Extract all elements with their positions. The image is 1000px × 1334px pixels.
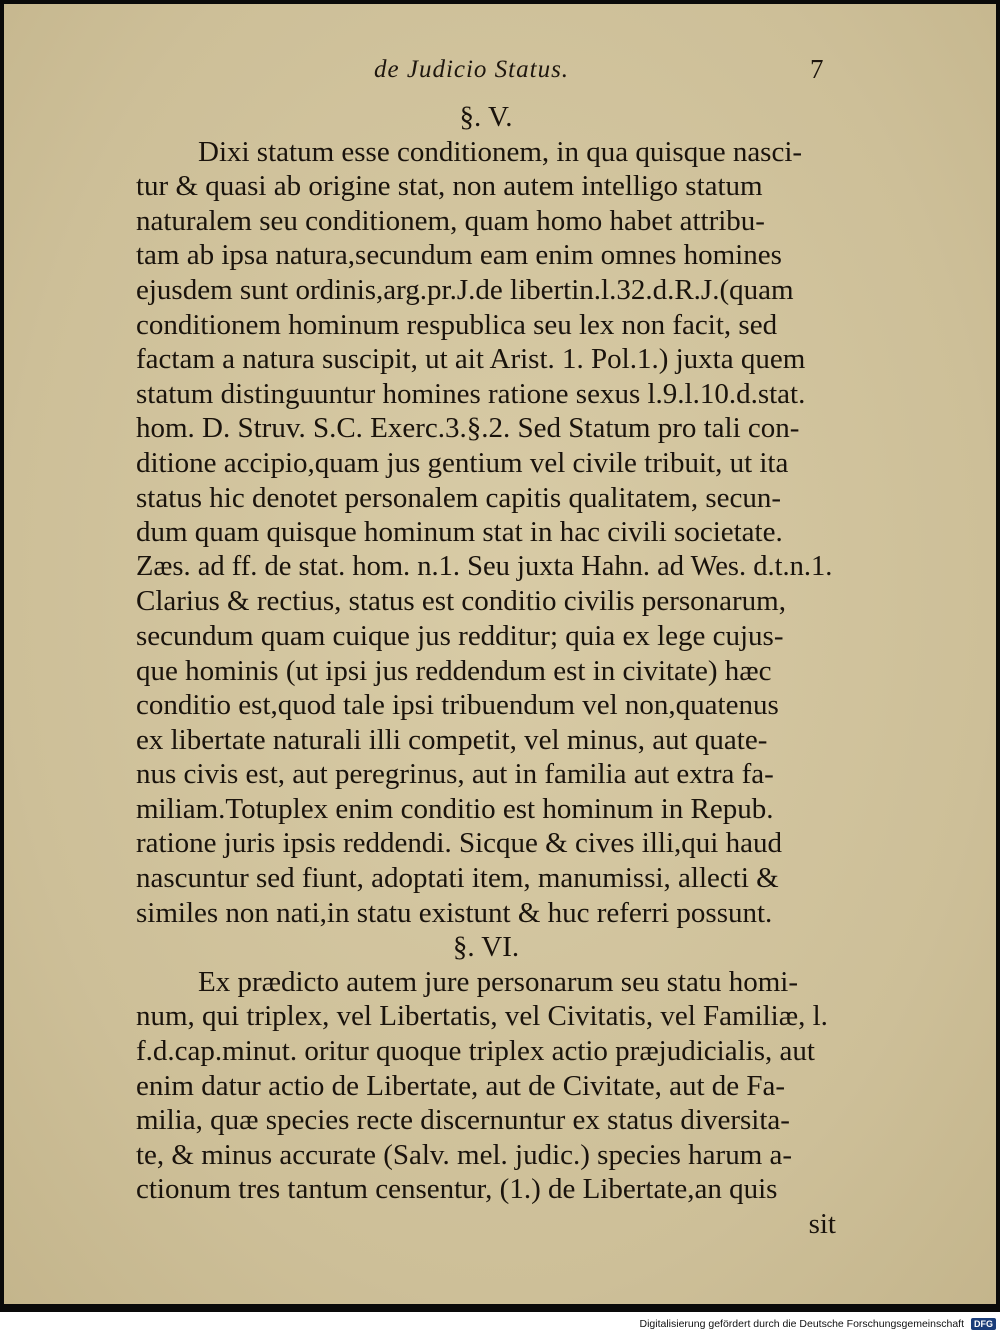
text-line: Zæs. ad ff. de stat. hom. n.1. Seu juxta Hahn. ad Wes. d.t.n.1. xyxy=(136,550,833,582)
text-block xyxy=(136,100,836,1242)
text-line: ditione accipio,quam jus gentium vel civile tribuit, ut ita xyxy=(136,446,789,479)
text-line: tur & quasi ab origine stat, non autem intelligo statum xyxy=(136,170,763,203)
running-head: de Judicio Status. xyxy=(374,56,570,83)
text-line: f.d.cap.minut. oritur quoque triplex actio præjudicialis, aut xyxy=(136,1035,815,1068)
text-line: tam ab ipsa natura,secundum eam enim omnes homines xyxy=(136,239,782,272)
text-line: naturalem seu conditionem, quam homo habet attribu- xyxy=(136,204,765,237)
catchword: sit xyxy=(808,1208,836,1240)
page-number: 7 xyxy=(810,54,824,84)
text-line: ex libertate naturali illi competit, vel minus, aut quate- xyxy=(136,723,768,756)
section-mark-v: §. V. xyxy=(459,101,513,133)
text-line: milia, quæ species recte discernuntur ex status diversita- xyxy=(136,1104,790,1137)
text-line: hom. D. Struv. S.C. Exerc.3.§.2. Sed Statum pro tali con- xyxy=(136,412,800,445)
text-line: enim datur actio de Libertate, aut de Civitate, aut de Fa- xyxy=(136,1069,786,1102)
text-line: ctionum tres tantum censentur, (1.) de Libertate,an quis xyxy=(136,1173,778,1206)
text-line: miliam.Totuplex enim conditio est hominum in Repub. xyxy=(136,792,774,825)
text-line: secundum quam cuique jus redditur; quia ex lege cujus- xyxy=(136,619,784,652)
text-line: Ex prædicto autem jure personarum seu statu homi- xyxy=(198,965,798,998)
book-page xyxy=(4,4,996,1304)
text-line: dum quam quisque hominum stat in hac civili societate. xyxy=(136,516,783,549)
text-line: te, & minus accurate (Salv. mel. judic.) species harum a- xyxy=(136,1138,793,1171)
dfg-logo-icon: DFG xyxy=(971,1318,996,1330)
text-line: num, qui triplex, vel Libertatis, vel Civitatis, vel Familiæ, l. xyxy=(136,1000,828,1033)
text-line: Dixi statum esse conditionem, in qua quisque nasci- xyxy=(198,135,803,168)
section-mark-vi: §. VI. xyxy=(452,931,520,964)
text-line: nus civis est, aut peregrinus, aut in familia aut extra fa- xyxy=(136,758,774,791)
text-line: conditionem hominum respublica seu lex non facit, sed xyxy=(136,308,778,341)
text-line: ejusdem sunt ordinis,arg.pr.J.de libertin.l.32.d.R.J.(quam xyxy=(136,273,794,306)
text-line: conditio est,quod tale ipsi tribuendum vel non,quatenus xyxy=(136,689,779,722)
footer-credit xyxy=(636,1314,996,1334)
text-line: similes non nati,in statu existunt & huc referri possunt. xyxy=(136,896,773,929)
text-line: nascuntur sed fiunt, adoptati item, manumissi, allecti & xyxy=(136,862,779,895)
credit-text: Digitalisierung gefördert durch die Deutsche Forschungsgemeinschaft xyxy=(636,1317,967,1331)
text-line: ratione juris ipsis reddendi. Sicque & cives illi,qui haud xyxy=(136,827,782,860)
text-line: statum distinguuntur homines ratione sexus l.9.l.10.d.stat. xyxy=(136,377,806,410)
text-line: factam a natura suscipit, ut ait Arist. 1. Pol.1.) juxta quem xyxy=(136,343,806,376)
text-line: status hic denotet personalem capitis qualitatem, secun- xyxy=(136,481,782,514)
text-line: Clarius & rectius, status est conditio civilis personarum, xyxy=(136,585,786,618)
text-line: que hominis (ut ipsi jus reddendum est in civitate) hæc xyxy=(136,654,772,687)
